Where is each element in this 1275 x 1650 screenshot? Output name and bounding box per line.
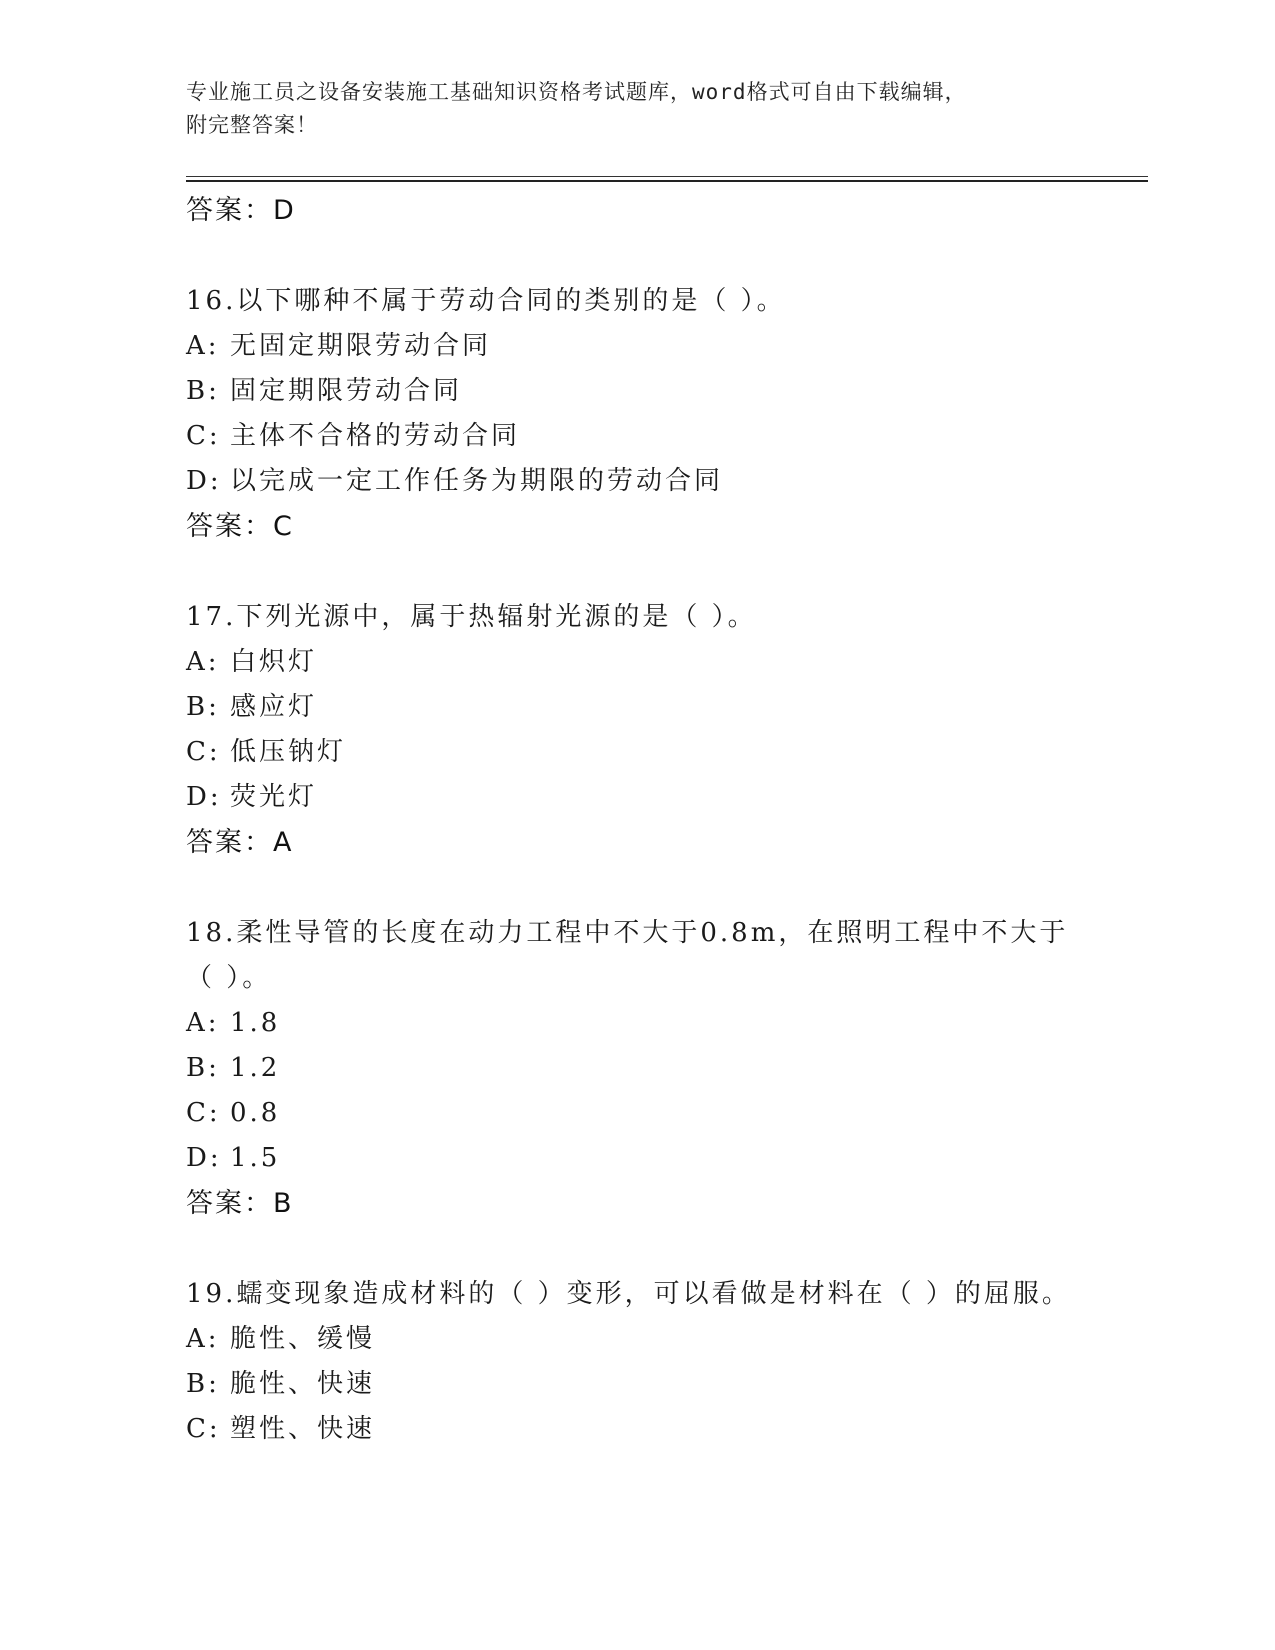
- question-text: 17.下列光源中，属于热辐射光源的是（ ）。: [186, 602, 757, 632]
- option-letter: A:: [186, 1324, 220, 1354]
- option-b: [186, 1362, 1086, 1407]
- option-c: [186, 730, 1086, 775]
- option-letter: B:: [186, 1053, 220, 1083]
- option-b: [186, 369, 1086, 414]
- question-list: [186, 188, 1086, 1452]
- header-line-1: 专业施工员之设备安装施工基础知识资格考试题库，word格式可自由下载编辑，: [186, 80, 967, 104]
- option-d: [186, 1136, 1086, 1181]
- option-text: 1.2: [230, 1053, 281, 1083]
- option-letter: B:: [186, 376, 220, 406]
- option-d: [186, 775, 1086, 820]
- question-text: 18.柔性导管的长度在动力工程中不大于0.8m，在照明工程中不大于（ ）。: [186, 918, 1069, 993]
- option-text: 低压钠灯: [230, 737, 347, 767]
- option-text: 感应灯: [230, 692, 318, 722]
- question-block: [186, 911, 1086, 1227]
- question-block: [186, 595, 1086, 866]
- spacer: [186, 1227, 1086, 1272]
- option-a: [186, 1317, 1086, 1362]
- option-a: [186, 640, 1086, 685]
- option-letter: C:: [186, 737, 221, 767]
- option-text: 白炽灯: [230, 647, 318, 677]
- option-a: [186, 1001, 1086, 1046]
- option-text: 0.8: [230, 1098, 281, 1128]
- option-b: [186, 1046, 1086, 1091]
- option-c: [186, 414, 1086, 459]
- question-block: [186, 279, 1086, 550]
- document-header: [186, 76, 1066, 142]
- spacer: [186, 550, 1086, 595]
- option-text: 无固定期限劳动合同: [230, 331, 492, 361]
- question-block: [186, 1272, 1086, 1452]
- option-text: 1.8: [230, 1008, 281, 1038]
- option-text: 固定期限劳动合同: [230, 376, 463, 406]
- option-text: 脆性、缓慢: [230, 1324, 376, 1354]
- option-text: 以完成一定工作任务为期限的劳动合同: [230, 466, 724, 496]
- option-text: 荧光灯: [230, 782, 318, 812]
- header-divider-thin: [186, 176, 1148, 177]
- header-line-2: 附完整答案！: [186, 113, 318, 137]
- option-c: [186, 1091, 1086, 1136]
- answer-line: 答案：B: [186, 1188, 294, 1219]
- header-divider-thick: [186, 180, 1148, 182]
- option-d: [186, 459, 1086, 504]
- option-letter: B:: [186, 1369, 220, 1399]
- option-a: [186, 324, 1086, 369]
- option-letter: A:: [186, 647, 220, 677]
- option-letter: C:: [186, 1098, 221, 1128]
- option-text: 脆性、快速: [230, 1369, 376, 1399]
- answer-line: 答案：A: [186, 827, 294, 858]
- option-c: [186, 1407, 1086, 1452]
- option-letter: D:: [186, 466, 222, 496]
- option-text: 1.5: [230, 1143, 281, 1173]
- option-letter: D:: [186, 1143, 222, 1173]
- option-text: 主体不合格的劳动合同: [230, 421, 521, 451]
- option-letter: B:: [186, 692, 220, 722]
- spacer: [186, 866, 1086, 911]
- option-letter: A:: [186, 331, 220, 361]
- answer-line: 答案：D: [186, 195, 296, 226]
- option-letter: A:: [186, 1008, 220, 1038]
- option-letter: D:: [186, 782, 222, 812]
- option-letter: C:: [186, 1414, 221, 1444]
- option-b: [186, 685, 1086, 730]
- question-text: 16.以下哪种不属于劳动合同的类别的是（ ）。: [186, 286, 786, 316]
- question-text: 19.蠕变现象造成材料的（ ）变形，可以看做是材料在（ ）的屈服。: [186, 1279, 1071, 1309]
- option-letter: C:: [186, 421, 221, 451]
- answer-line: 答案：C: [186, 511, 294, 542]
- option-text: 塑性、快速: [230, 1414, 376, 1444]
- spacer: [186, 234, 1086, 279]
